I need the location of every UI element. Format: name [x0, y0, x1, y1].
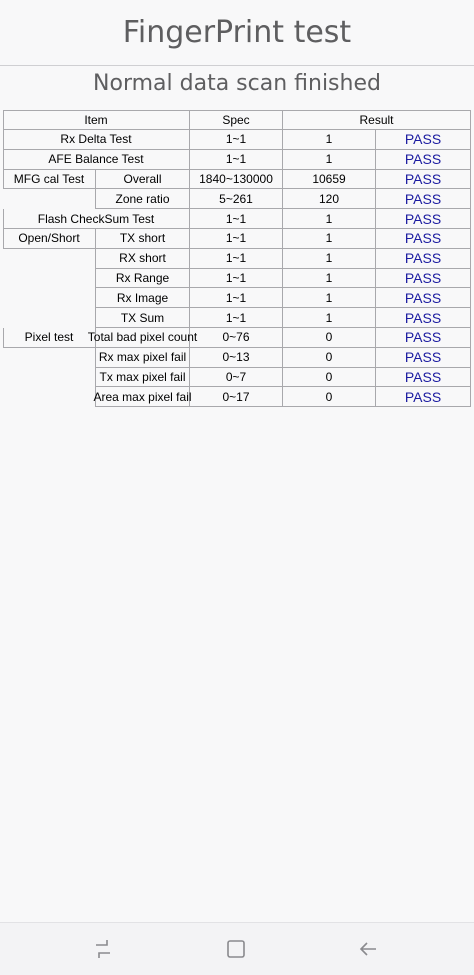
header-spec: Spec — [190, 110, 283, 130]
row-group-label: Rx Delta Test — [3, 130, 190, 150]
row-item-label: Total bad pixel count — [96, 328, 190, 348]
row-group-blank — [3, 189, 96, 209]
row-value: 1 — [283, 249, 376, 269]
row-spec: 1~1 — [190, 209, 283, 229]
row-status-pass: PASS — [376, 387, 471, 407]
row-value: 1 — [283, 130, 376, 150]
navigation-bar — [0, 922, 474, 975]
row-spec: 1~1 — [190, 229, 283, 249]
row-value: 0 — [283, 328, 376, 348]
home-icon — [225, 938, 247, 960]
home-button[interactable] — [222, 935, 250, 963]
row-status-pass: PASS — [376, 189, 471, 209]
row-status-pass: PASS — [376, 229, 471, 249]
row-status-pass: PASS — [376, 368, 471, 388]
row-status-pass: PASS — [376, 249, 471, 269]
row-spec: 1840~130000 — [190, 170, 283, 190]
row-group-label: Flash CheckSum Test — [3, 209, 190, 229]
row-value: 0 — [283, 348, 376, 368]
row-group-blank — [3, 308, 96, 328]
row-group-blank — [3, 348, 96, 368]
row-status-pass: PASS — [376, 130, 471, 150]
row-value: 1 — [283, 229, 376, 249]
row-value: 1 — [283, 269, 376, 289]
row-spec: 0~17 — [190, 387, 283, 407]
row-status-pass: PASS — [376, 328, 471, 348]
row-item-label: Rx Image — [96, 288, 190, 308]
row-item-label: Rx Range — [96, 269, 190, 289]
row-status-pass: PASS — [376, 150, 471, 170]
row-status-pass: PASS — [376, 348, 471, 368]
row-item-label: RX short — [96, 249, 190, 269]
row-item-label: Tx max pixel fail — [96, 368, 190, 388]
row-item-label: Rx max pixel fail — [96, 348, 190, 368]
row-status-pass: PASS — [376, 170, 471, 190]
recent-apps-icon — [92, 938, 114, 960]
row-spec: 1~1 — [190, 249, 283, 269]
row-spec: 1~1 — [190, 269, 283, 289]
row-group-label: Pixel test — [3, 328, 96, 348]
row-spec: 0~13 — [190, 348, 283, 368]
table-left-border — [3, 110, 4, 189]
row-spec: 5~261 — [190, 189, 283, 209]
row-status-pass: PASS — [376, 288, 471, 308]
row-item-label: TX short — [96, 229, 190, 249]
row-status-pass: PASS — [376, 209, 471, 229]
row-group-blank — [3, 249, 96, 269]
row-value: 1 — [283, 209, 376, 229]
row-group-blank — [3, 269, 96, 289]
row-value: 1 — [283, 150, 376, 170]
header-result: Result — [283, 110, 471, 130]
row-spec: 1~1 — [190, 288, 283, 308]
row-group-blank — [3, 368, 96, 388]
row-spec: 1~1 — [190, 130, 283, 150]
back-arrow-icon — [357, 938, 379, 960]
row-group-blank — [3, 387, 96, 407]
row-value: 120 — [283, 189, 376, 209]
row-spec: 0~76 — [190, 328, 283, 348]
recent-apps-button[interactable] — [89, 935, 117, 963]
row-spec: 1~1 — [190, 308, 283, 328]
row-item-label: Zone ratio — [96, 189, 190, 209]
results-table — [3, 110, 471, 407]
row-item-label: TX Sum — [96, 308, 190, 328]
table-left-border — [3, 328, 4, 348]
row-item-label: Overall — [96, 170, 190, 190]
row-group-label: MFG cal Test — [3, 170, 96, 190]
row-group-label: AFE Balance Test — [3, 150, 190, 170]
scan-status-text: Normal data scan finished — [93, 71, 381, 96]
row-value: 0 — [283, 387, 376, 407]
row-group-blank — [3, 288, 96, 308]
row-group-label: Open/Short — [3, 229, 96, 249]
row-value: 0 — [283, 368, 376, 388]
row-value: 10659 — [283, 170, 376, 190]
row-spec: 0~7 — [190, 368, 283, 388]
row-item-label: Area max pixel fail — [96, 387, 190, 407]
table-left-border — [3, 209, 4, 249]
page-title: FingerPrint test — [122, 15, 352, 50]
app-header — [0, 0, 474, 66]
row-status-pass: PASS — [376, 269, 471, 289]
row-value: 1 — [283, 288, 376, 308]
row-spec: 1~1 — [190, 150, 283, 170]
row-status-pass: PASS — [376, 308, 471, 328]
header-item: Item — [3, 110, 190, 130]
back-button[interactable] — [354, 935, 382, 963]
row-value: 1 — [283, 308, 376, 328]
